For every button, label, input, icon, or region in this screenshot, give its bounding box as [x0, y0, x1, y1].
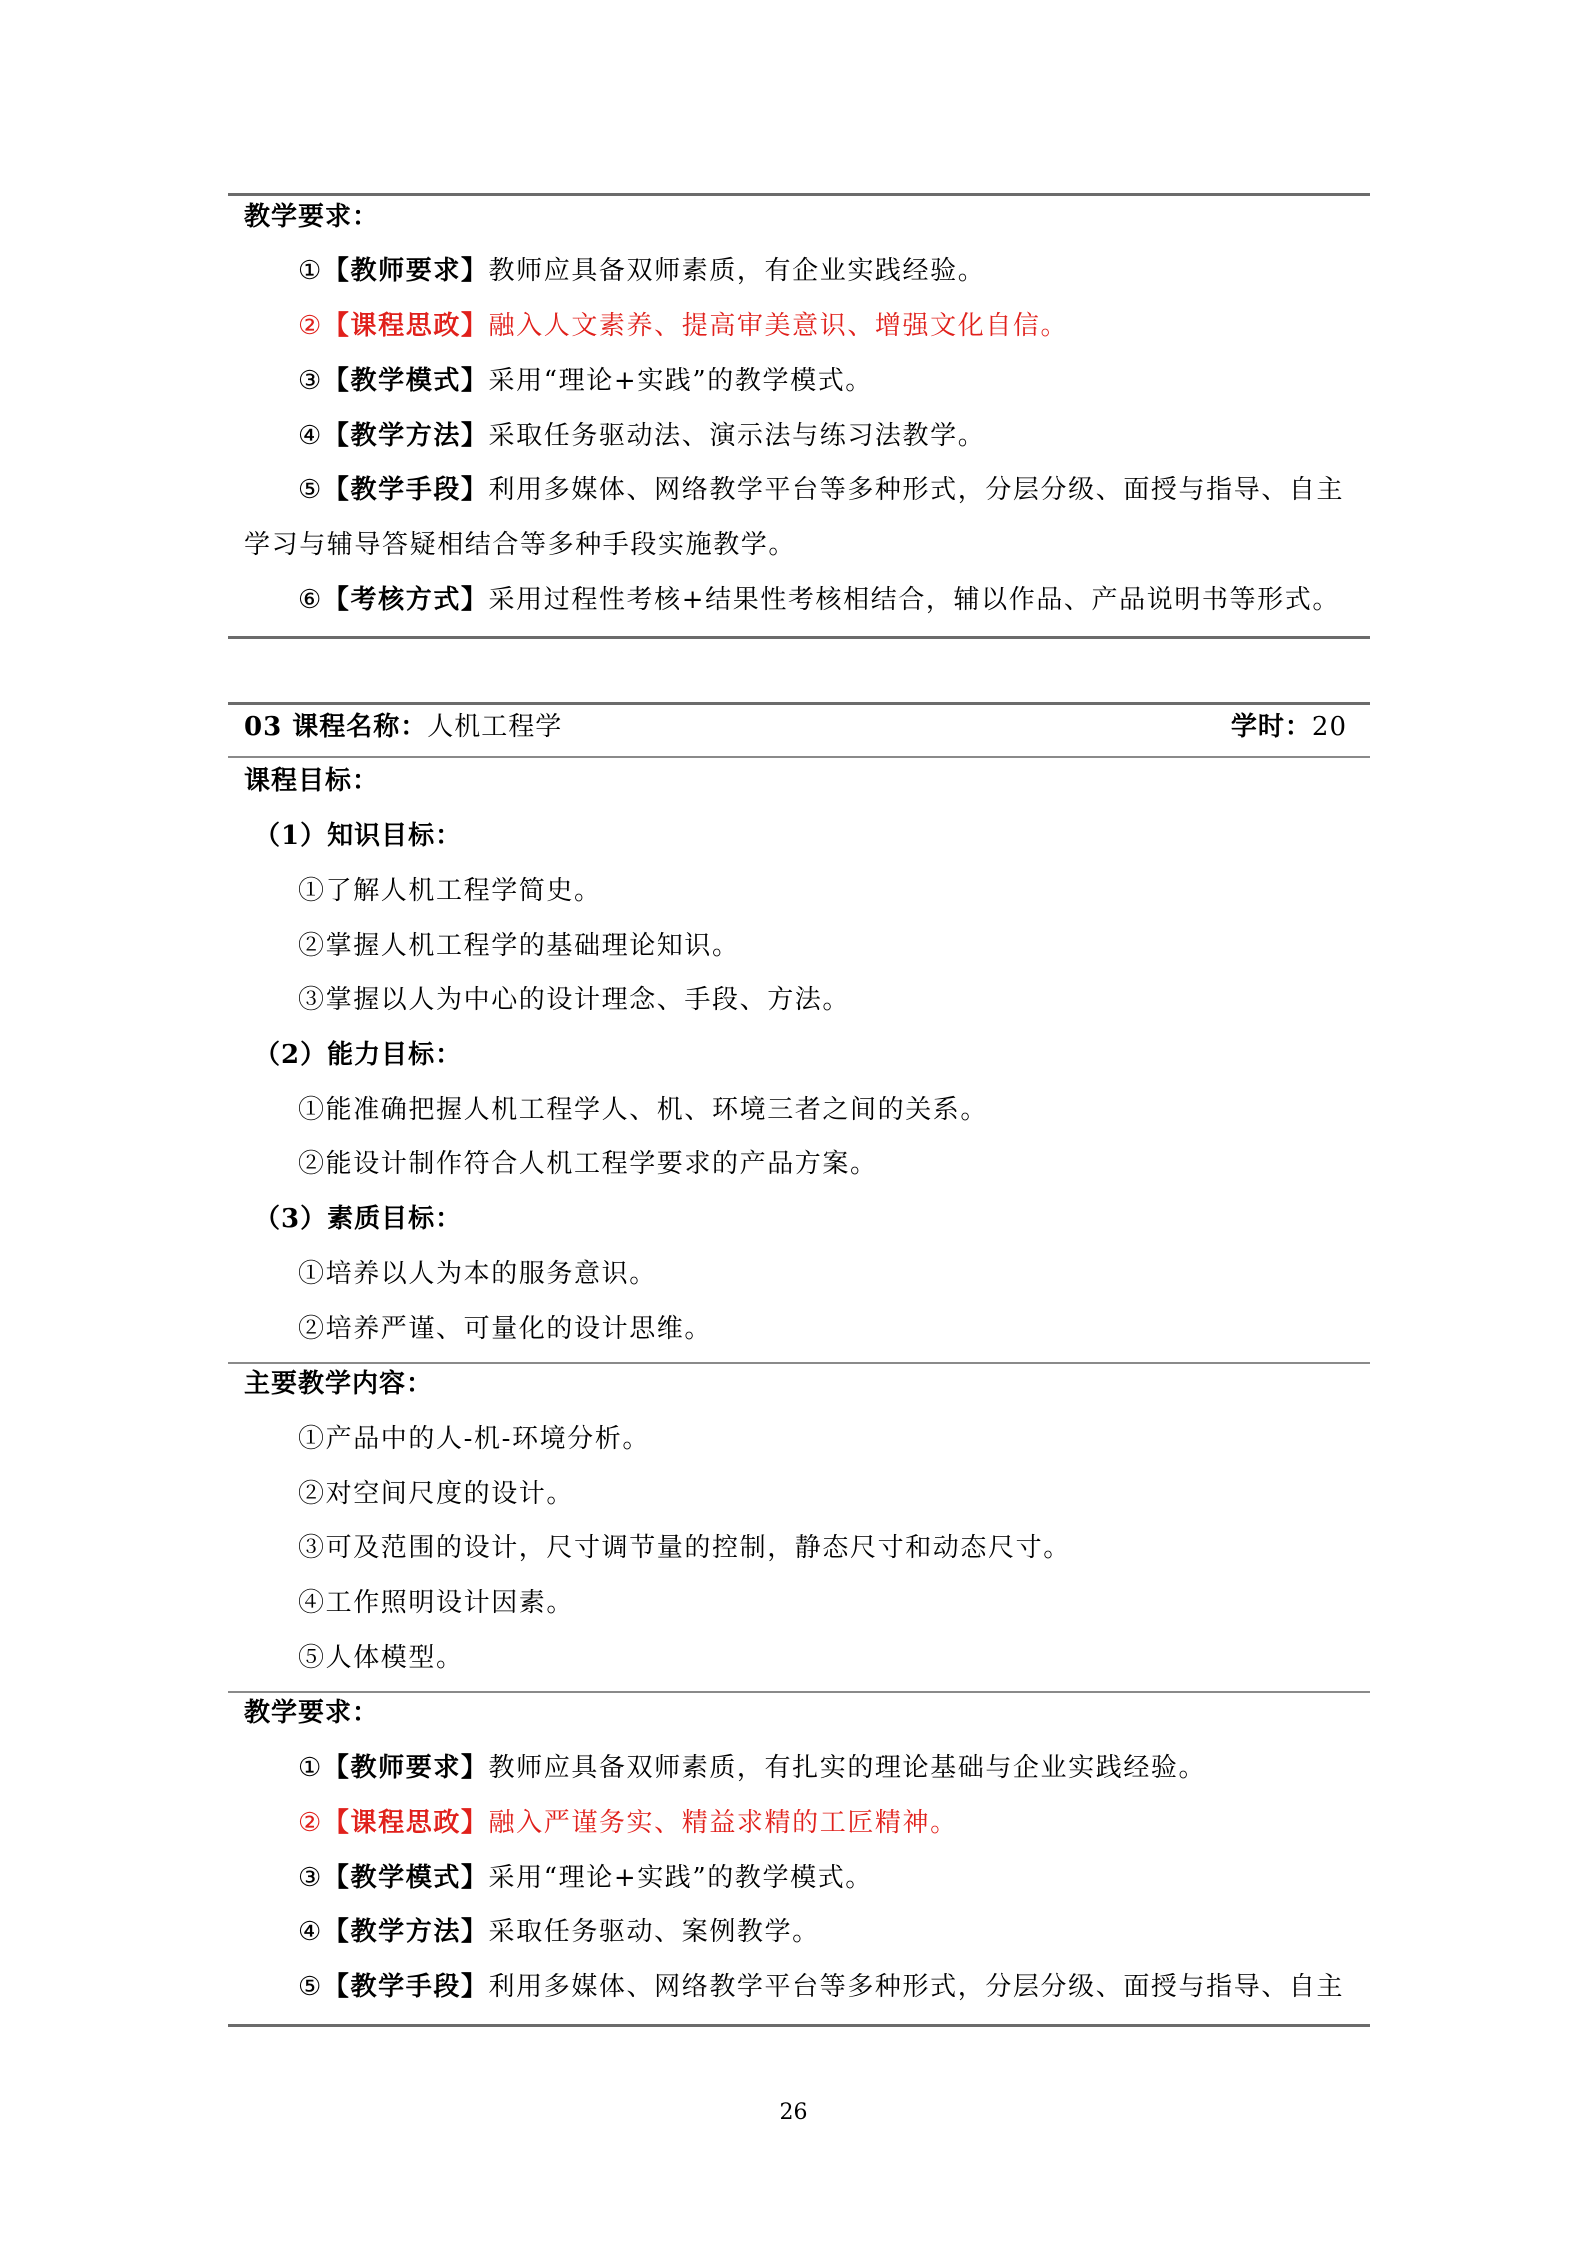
item-number: ④	[298, 1917, 323, 1947]
item-text: 融入严谨务实、精益求精的工匠精神。	[488, 1808, 958, 1838]
knowledge-goals-title: （1）知识目标：	[254, 821, 463, 851]
quality-goal: ②培养严谨、可量化的设计思维。	[298, 1314, 713, 1344]
section-heading-goals: 课程目标：	[244, 766, 380, 796]
requirement-means	[298, 473, 1344, 507]
item-number: ⑤	[298, 1972, 323, 2002]
item-tag: 【教师要求】	[322, 256, 489, 286]
item-tag: 【教学模式】	[322, 1863, 489, 1893]
requirement-method	[298, 419, 985, 453]
quality-goal: ①培养以人为本的服务意识。	[298, 1259, 657, 1289]
page-number: 26	[779, 2100, 808, 2125]
item-number: ③	[298, 366, 323, 396]
item-tag: 【教学方法】	[322, 1917, 489, 1947]
row-divider	[228, 756, 1370, 758]
knowledge-goal: ②掌握人机工程学的基础理论知识。	[298, 931, 740, 961]
item-tag: 【教学模式】	[322, 366, 489, 396]
item-text: 教师应具备双师素质，有企业实践经验。	[488, 256, 986, 286]
item-number: ⑥	[298, 585, 323, 615]
requirement-means-continued: 学习与辅导答疑相结合等多种手段实施教学。	[244, 530, 797, 560]
item-tag: 【考核方式】	[322, 585, 489, 615]
item-number: ②	[298, 1808, 323, 1838]
course-title	[244, 710, 562, 744]
requirement-method	[298, 1915, 820, 1949]
item-text: 教师应具备双师素质，有扎实的理论基础与企业实践经验。	[488, 1753, 1207, 1783]
item-text: 利用多媒体、网络教学平台等多种形式，分层分级、面授与指导、自主	[488, 1972, 1345, 2002]
course-label: 03 课程名称：	[244, 712, 428, 742]
requirement-teacher	[298, 254, 985, 288]
item-number: ②	[298, 311, 323, 341]
item-text: 采取任务驱动法、演示法与练习法教学。	[488, 421, 986, 451]
content-item: ③可及范围的设计，尺寸调节量的控制，静态尺寸和动态尺寸。	[298, 1533, 1071, 1563]
table-bottom-rule	[228, 636, 1370, 639]
hours-value: 20	[1311, 712, 1347, 742]
course-table-bottom-rule	[228, 2024, 1370, 2027]
requirement-assessment	[298, 583, 1340, 617]
ability-goal: ①能准确把握人机工程学人、机、环境三者之间的关系。	[298, 1095, 989, 1125]
section-heading-content: 主要教学内容：	[244, 1369, 434, 1399]
requirement-teacher	[298, 1751, 1206, 1785]
course-name: 人机工程学	[427, 712, 563, 742]
content-item: ①产品中的人-机-环境分析。	[298, 1424, 650, 1454]
item-number: ③	[298, 1863, 323, 1893]
item-number: ①	[298, 256, 323, 286]
requirement-mode	[298, 1861, 873, 1895]
course-hours	[1231, 710, 1347, 744]
section-heading-requirements: 教学要求：	[244, 202, 380, 232]
section-heading-requirements: 教学要求：	[244, 1698, 380, 1728]
item-tag: 【课程思政】	[322, 1808, 489, 1838]
requirement-ideology	[298, 1806, 958, 1840]
item-number: ④	[298, 421, 323, 451]
row-divider	[228, 1691, 1370, 1693]
item-text: 采用“理论+实践”的教学模式。	[488, 366, 873, 396]
requirement-means	[298, 1970, 1344, 2004]
quality-goals-title: （3）素质目标：	[254, 1204, 463, 1234]
item-tag: 【教学方法】	[322, 421, 489, 451]
item-text: 融入人文素养、提高审美意识、增强文化自信。	[488, 311, 1069, 341]
item-text: 采取任务驱动、案例教学。	[488, 1917, 820, 1947]
item-tag: 【教学手段】	[322, 475, 489, 505]
knowledge-goal: ①了解人机工程学简史。	[298, 876, 602, 906]
requirement-mode	[298, 364, 873, 398]
requirement-ideology	[298, 309, 1068, 343]
item-text: 利用多媒体、网络教学平台等多种形式，分层分级、面授与指导、自主	[488, 475, 1345, 505]
table-top-rule	[228, 193, 1370, 196]
item-text: 采用“理论+实践”的教学模式。	[488, 1863, 873, 1893]
item-tag: 【课程思政】	[322, 311, 489, 341]
item-number: ①	[298, 1753, 323, 1783]
content-item: ②对空间尺度的设计。	[298, 1479, 575, 1509]
hours-label: 学时：	[1230, 712, 1312, 742]
ability-goals-title: （2）能力目标：	[254, 1040, 463, 1070]
item-tag: 【教学手段】	[322, 1972, 489, 2002]
row-divider	[228, 1362, 1370, 1364]
content-item: ⑤人体模型。	[298, 1643, 464, 1673]
item-number: ⑤	[298, 475, 323, 505]
knowledge-goal: ③掌握以人为中心的设计理念、手段、方法。	[298, 985, 851, 1015]
content-item: ④工作照明设计因素。	[298, 1588, 575, 1618]
item-tag: 【教师要求】	[322, 1753, 489, 1783]
item-text: 采用过程性考核+结果性考核相结合，辅以作品、产品说明书等形式。	[488, 585, 1340, 615]
course-table-top-rule	[228, 702, 1370, 705]
ability-goal: ②能设计制作符合人机工程学要求的产品方案。	[298, 1149, 878, 1179]
